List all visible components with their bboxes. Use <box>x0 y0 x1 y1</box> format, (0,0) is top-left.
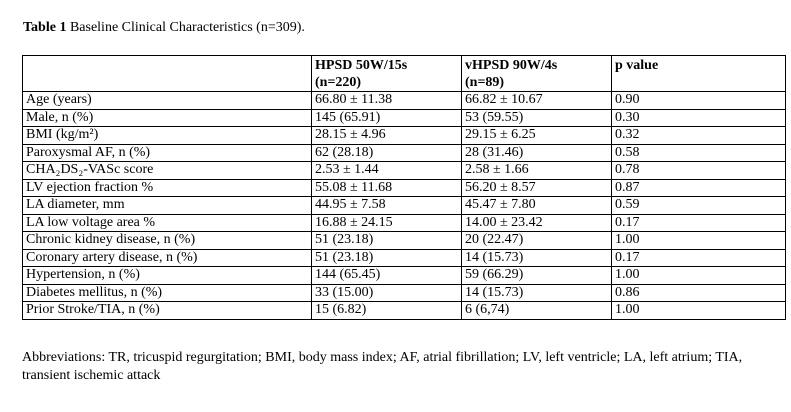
table-row <box>23 109 786 127</box>
vhpsd-value: 14 (15.73) <box>462 249 612 267</box>
row-label: Paroxysmal AF, n (%) <box>23 144 312 162</box>
hpsd-value: 55.08 ± 11.68 <box>312 179 462 197</box>
header-vhpsd-n: (n=89) <box>465 74 505 90</box>
vhpsd-value: 45.47 ± 7.80 <box>462 197 612 215</box>
row-label: LV ejection fraction % <box>23 179 312 197</box>
row-label: Prior Stroke/TIA, n (%) <box>23 302 312 320</box>
hpsd-value: 15 (6.82) <box>312 302 462 320</box>
p-value: 1.00 <box>612 302 786 320</box>
hpsd-value: 51 (23.18) <box>312 249 462 267</box>
hpsd-value: 16.88 ± 24.15 <box>312 214 462 232</box>
table-row <box>23 302 786 320</box>
table-row <box>23 162 786 180</box>
row-label: LA low voltage area % <box>23 214 312 232</box>
hpsd-value: 145 (65.91) <box>312 109 462 127</box>
table-caption <box>23 20 305 36</box>
hpsd-value: 2.53 ± 1.44 <box>312 162 462 180</box>
p-value: 0.87 <box>612 179 786 197</box>
header-hpsd-name: HPSD 50W/15s <box>315 58 408 73</box>
header-p-value: p value <box>615 58 659 73</box>
vhpsd-value: 56.20 ± 8.57 <box>462 179 612 197</box>
table-row <box>23 179 786 197</box>
table-caption-text: Baseline Clinical Characteristics (n=309). <box>69 20 305 35</box>
table-caption-label: Table 1 <box>23 20 67 35</box>
table-row <box>23 144 786 162</box>
p-value: 1.00 <box>612 232 786 250</box>
baseline-characteristics-table <box>22 55 786 320</box>
table-row <box>23 92 786 110</box>
table-row <box>23 267 786 285</box>
vhpsd-value: 14 (15.73) <box>462 284 612 302</box>
p-value: 0.30 <box>612 109 786 127</box>
p-value: 0.17 <box>612 249 786 267</box>
row-label: Age (years) <box>23 92 312 110</box>
p-value: 0.59 <box>612 197 786 215</box>
hpsd-value: 51 (23.18) <box>312 232 462 250</box>
vhpsd-value: 20 (22.47) <box>462 232 612 250</box>
vhpsd-value: 14.00 ± 23.42 <box>462 214 612 232</box>
row-label: BMI (kg/m²) <box>23 127 312 145</box>
vhpsd-value: 6 (6,74) <box>462 302 612 320</box>
table-row <box>23 127 786 145</box>
hpsd-value: 44.95 ± 7.58 <box>312 197 462 215</box>
hpsd-value: 28.15 ± 4.96 <box>312 127 462 145</box>
table-header-row <box>23 56 786 92</box>
row-label: CHA₂DS₂-VASc score <box>23 162 312 180</box>
table-footnote: Abbreviations: TR, tricuspid regurgitation; BMI, body mass index; AF, atrial fibrillation; LV, left ventricle; LA, left atrium; TIA, transient ischemic attack <box>22 350 743 383</box>
vhpsd-value: 66.82 ± 10.67 <box>462 92 612 110</box>
table-row <box>23 284 786 302</box>
vhpsd-value: 59 (66.29) <box>462 267 612 285</box>
table-row <box>23 214 786 232</box>
row-label: Hypertension, n (%) <box>23 267 312 285</box>
table-row <box>23 249 786 267</box>
header-vhpsd-name: vHPSD 90W/4s <box>465 58 558 73</box>
p-value: 1.00 <box>612 267 786 285</box>
p-value: 0.32 <box>612 127 786 145</box>
row-label: Male, n (%) <box>23 109 312 127</box>
hpsd-value: 33 (15.00) <box>312 284 462 302</box>
row-label: Diabetes mellitus, n (%) <box>23 284 312 302</box>
row-label: Coronary artery disease, n (%) <box>23 249 312 267</box>
row-label: Chronic kidney disease, n (%) <box>23 232 312 250</box>
table-row <box>23 232 786 250</box>
row-label: LA diameter, mm <box>23 197 312 215</box>
hpsd-value: 62 (28.18) <box>312 144 462 162</box>
header-cell-hpsd <box>312 56 462 92</box>
header-cell-variable <box>23 56 312 92</box>
table-row <box>23 197 786 215</box>
p-value: 0.86 <box>612 284 786 302</box>
vhpsd-value: 2.58 ± 1.66 <box>462 162 612 180</box>
hpsd-value: 66.80 ± 11.38 <box>312 92 462 110</box>
vhpsd-value: 29.15 ± 6.25 <box>462 127 612 145</box>
p-value: 0.17 <box>612 214 786 232</box>
vhpsd-value: 28 (31.46) <box>462 144 612 162</box>
hpsd-value: 144 (65.45) <box>312 267 462 285</box>
vhpsd-value: 53 (59.55) <box>462 109 612 127</box>
header-hpsd-n: (n=220) <box>315 74 362 90</box>
header-cell-vhpsd <box>462 56 612 92</box>
p-value: 0.58 <box>612 144 786 162</box>
header-cell-p-value <box>612 56 786 92</box>
p-value: 0.78 <box>612 162 786 180</box>
p-value: 0.90 <box>612 92 786 110</box>
